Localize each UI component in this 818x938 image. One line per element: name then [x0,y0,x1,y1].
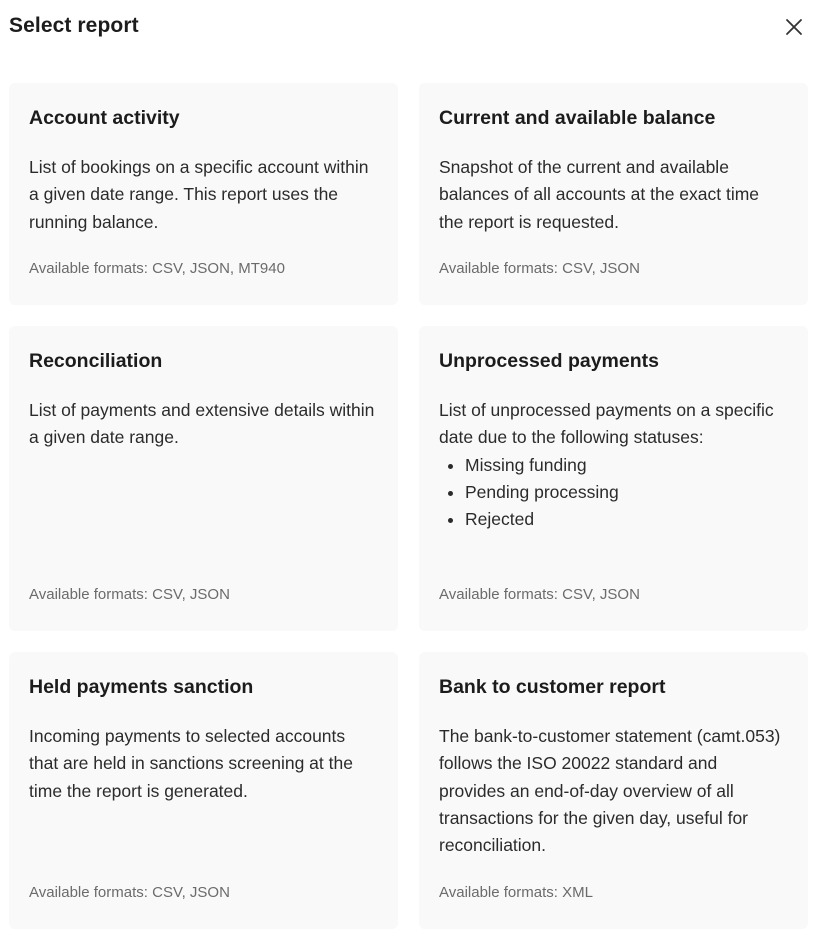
status-list-item: • Rejected [465,506,788,533]
report-card-description: Incoming payments to selected accounts that are held in sanctions screening at the time the report is generated. [29,726,353,801]
report-card-title: Held payments sanction [29,676,254,698]
close-icon [785,18,803,36]
report-card-formats: Available formats: CSV, JSON [439,586,640,603]
report-card-unprocessed-payments[interactable] [419,326,808,631]
dialog-title: Select report [9,14,139,37]
dialog-header [9,12,809,44]
report-card-title: Account activity [29,107,180,129]
report-card-description: The bank-to-customer statement (camt.053) follows the ISO 20022 standard and provides an end-of-day overview of all transactions for the given day, useful for reconciliation. [439,726,781,856]
report-card-title: Bank to customer report [439,676,666,698]
report-card-description: List of unprocessed payments on a specific date due to the following statuses: [439,400,774,448]
close-button[interactable] [779,12,809,42]
report-card-formats: Available formats: CSV, JSON [29,884,230,901]
report-card-formats: Available formats: CSV, JSON [29,586,230,603]
report-card-description: List of payments and extensive details within a given date range. [29,400,375,448]
report-card-reconciliation[interactable] [9,326,398,631]
report-card-title: Reconciliation [29,350,163,372]
status-list-item: • Pending processing [465,479,788,506]
report-card-formats: Available formats: XML [439,884,593,901]
report-card-account-activity[interactable] [9,83,398,305]
status-list-item: • Missing funding [465,452,788,479]
report-card-description-block [439,397,788,533]
report-grid [9,83,808,929]
report-card-title: Current and available balance [439,107,716,129]
report-card-description: Snapshot of the current and available balances of all accounts at the exact time the report is requested. [439,157,760,232]
report-card-current-available-balance[interactable] [419,83,808,305]
report-card-held-payments-sanction[interactable] [9,652,398,929]
report-card-description: List of bookings on a specific account within a given date range. This report uses the running balance. [29,157,369,232]
report-card-bank-to-customer[interactable] [419,652,808,929]
report-card-formats: Available formats: CSV, JSON, MT940 [29,260,285,277]
report-card-formats: Available formats: CSV, JSON [439,260,640,277]
report-card-title: Unprocessed payments [439,350,659,372]
status-list [439,452,788,534]
